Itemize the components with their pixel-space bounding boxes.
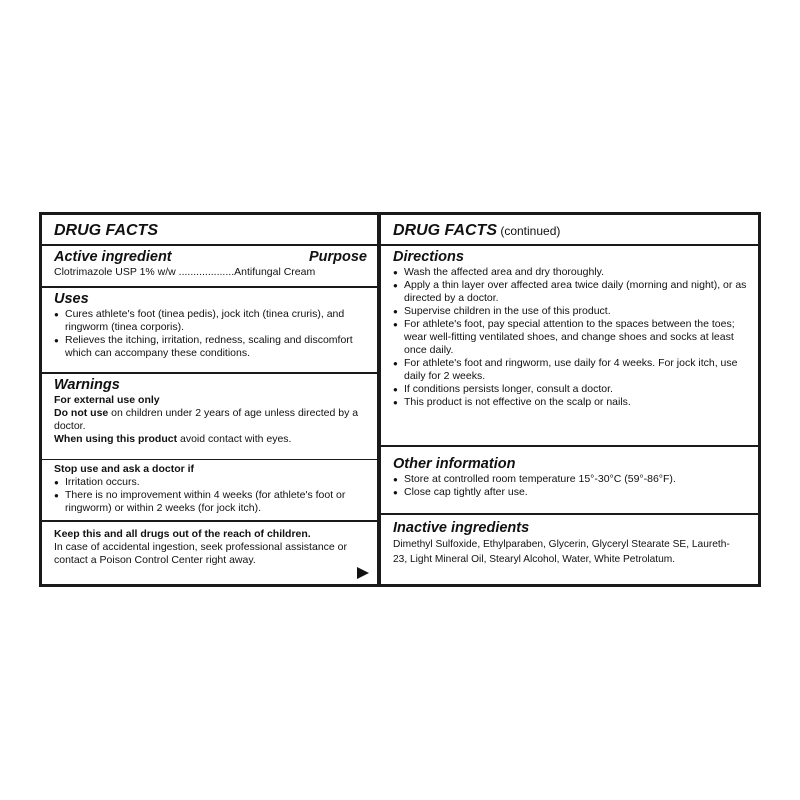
list-item: ● For athlete's foot and ringworm, use daily for 4 weeks. For jock itch, use daily for 2 weeks. <box>393 357 748 383</box>
stop-use-list <box>54 476 367 515</box>
uses-section <box>42 288 377 374</box>
other-information-heading: Other information <box>393 456 516 472</box>
list-item: ● Wash the affected area and dry thoroughly. <box>393 266 748 279</box>
list-item: ● Close cap tightly after use. <box>393 486 748 499</box>
warnings-heading: Warnings <box>54 377 120 393</box>
keep-out-heading: Keep this and all drugs out of the reach of children. <box>54 528 311 540</box>
list-item: ● For athlete's foot, pay special attention to the spaces between the toes; wear well-fitting ventilated shoes, and change shoes and socks at least once daily. <box>393 318 748 357</box>
directions-section <box>381 246 758 447</box>
when-using-body: avoid contact with eyes. <box>177 433 292 445</box>
keep-out-of-reach-section <box>42 522 377 585</box>
list-item: ● Supervise children in the use of this product. <box>393 305 748 318</box>
warnings-section <box>42 374 377 460</box>
directions-heading: Directions <box>393 249 464 265</box>
do-not-use-body: on children under 2 years of age unless directed by a doctor. <box>54 407 359 432</box>
inactive-ingredients-heading: Inactive ingredients <box>393 520 530 536</box>
active-ingredient-heading: Active ingredient <box>54 249 172 265</box>
drug-facts-header <box>42 215 377 246</box>
list-item: ● Store at controlled room temperature 15°-30°C (59°-86°F). <box>393 473 748 486</box>
uses-heading: Uses <box>54 291 89 307</box>
list-item: ● This product is not effective on the scalp or nails. <box>393 396 748 409</box>
drug-facts-continued-title: DRUG FACTS <box>393 222 497 239</box>
stop-use-heading: Stop use and ask a doctor if <box>54 463 195 475</box>
drug-facts-left-panel <box>39 212 380 587</box>
do-not-use-label: Do not use <box>54 407 109 419</box>
active-ingredient-section <box>42 246 377 288</box>
drug-facts-continued-header <box>381 215 758 246</box>
uses-list <box>54 308 367 360</box>
other-information-list <box>393 473 748 499</box>
stop-use-section <box>42 460 377 522</box>
when-using-text <box>54 433 367 446</box>
other-information-section <box>381 447 758 515</box>
list-item: ● There is no improvement within 4 weeks (for athlete's foot or ringworm) or within 2 weeks (for jock itch). <box>54 489 367 515</box>
list-item: ● Apply a thin layer over affected area twice daily (morning and night), or as directed by a doctor. <box>393 279 748 305</box>
list-item: ● Irritation occurs. <box>54 476 367 489</box>
active-ingredient-line: Clotrimazole USP 1% w/w ...................Antifungal Cream <box>54 266 316 278</box>
list-item: ● Relieves the itching, irritation, redness, scaling and discomfort which can accompany these conditions. <box>54 334 367 360</box>
external-use-text: For external use only <box>54 394 160 406</box>
continued-label: (continued) <box>497 224 561 238</box>
drug-facts-right-panel <box>378 212 761 587</box>
drug-facts-title: DRUG FACTS <box>54 222 158 239</box>
continue-arrow-icon <box>357 567 369 579</box>
keep-out-text: In case of accidental ingestion, seek professional assistance or contact a Poison Control Center right away. <box>54 541 348 566</box>
list-item: ● Cures athlete's foot (tinea pedis), jock itch (tinea cruris), and ringworm (tinea corporis). <box>54 308 367 334</box>
directions-list <box>393 266 748 409</box>
inactive-ingredients-text: Dimethyl Sulfoxide, Ethylparaben, Glycerin, Glyceryl Stearate SE, Laureth-23, Light Mineral Oil, Stearyl Alcohol, Water, White Petrolatum. <box>393 538 730 565</box>
list-item: ● If conditions persists longer, consult a doctor. <box>393 383 748 396</box>
when-using-label: When using this product <box>54 433 178 445</box>
purpose-heading: Purpose <box>308 249 367 265</box>
inactive-ingredients-section <box>381 515 758 584</box>
do-not-use-text <box>54 407 367 433</box>
